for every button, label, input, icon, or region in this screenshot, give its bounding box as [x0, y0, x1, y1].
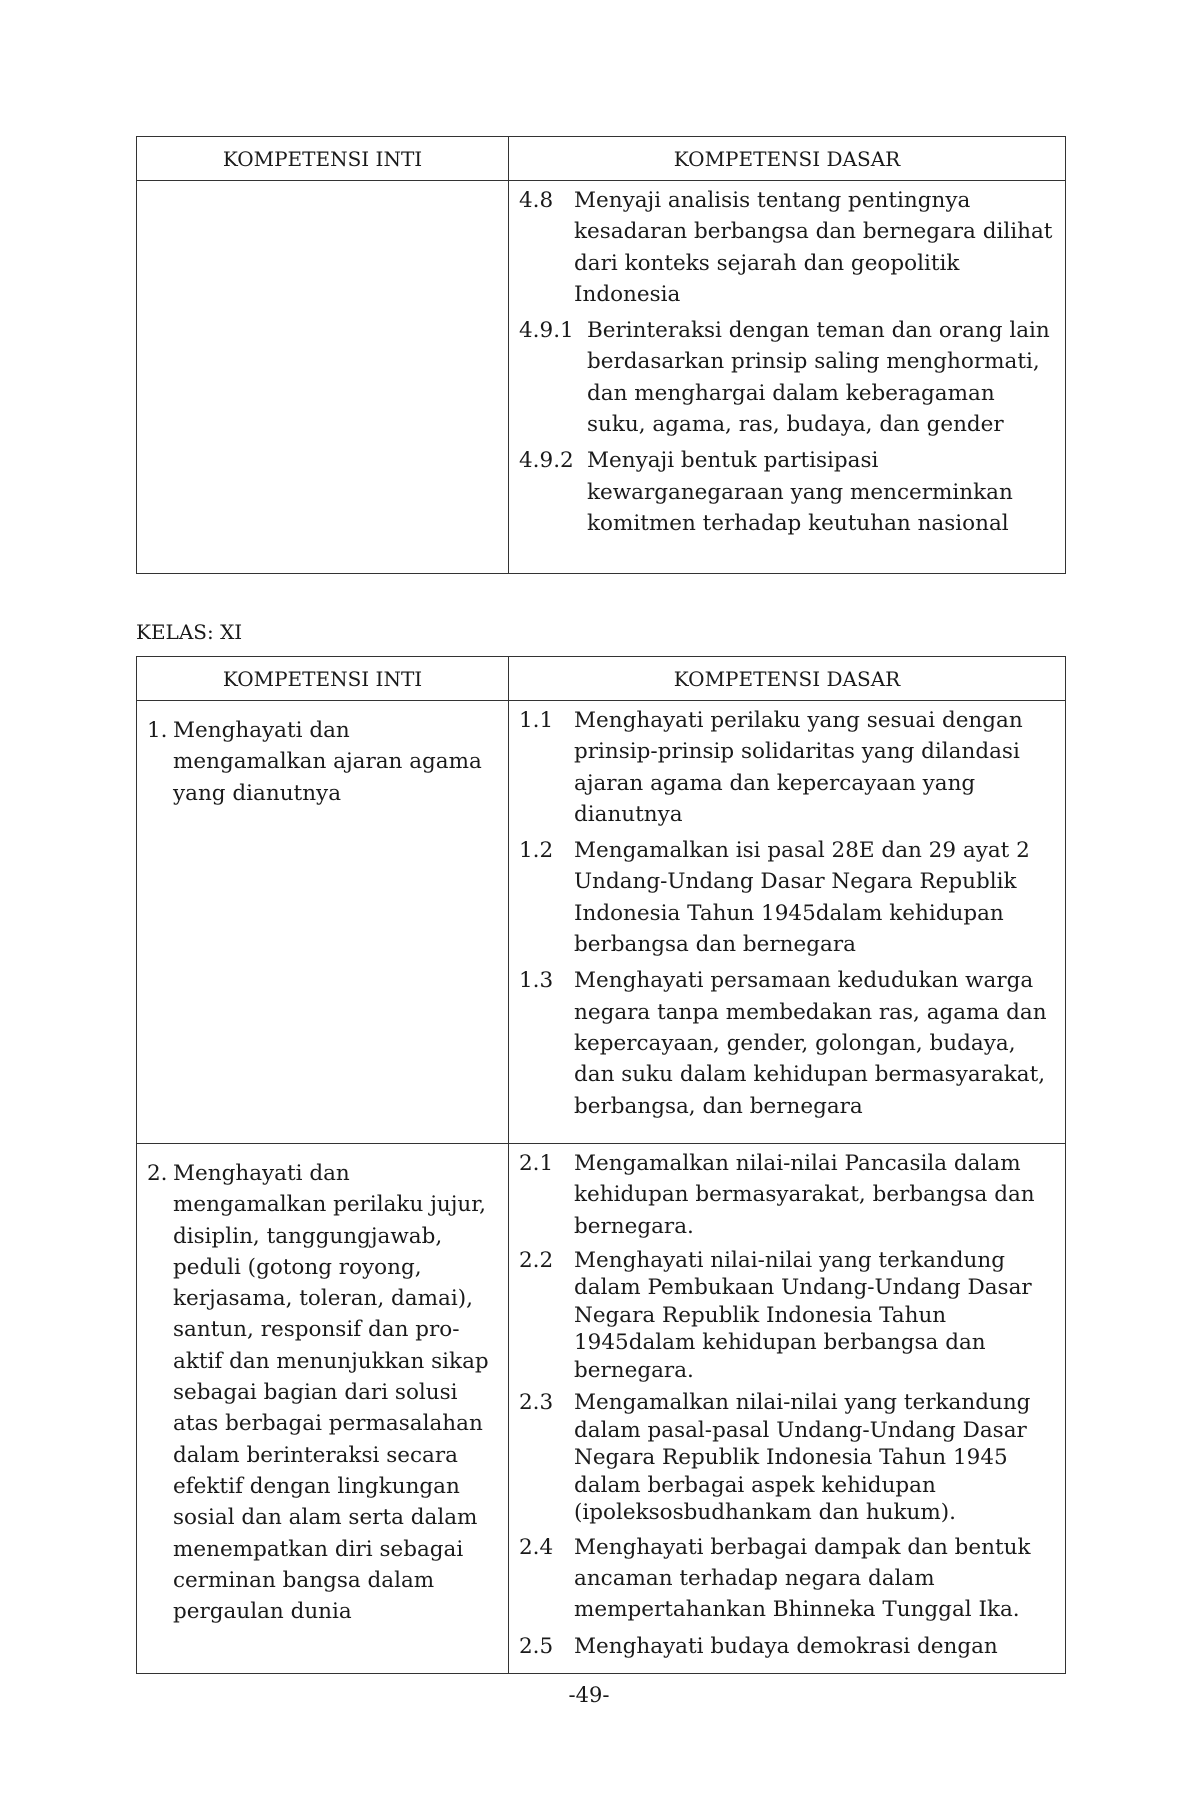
- table-header-row: [137, 657, 1066, 701]
- kd-text: Menghayati perilaku yang sesuai dengan prinsip-prinsip solidaritas yang dilandasi ajaran agama dan kepercayaan yang dianutnya: [574, 708, 1023, 827]
- kd-item: [519, 1148, 1057, 1242]
- kd-item: [519, 1532, 1057, 1626]
- ki-item: [147, 715, 500, 809]
- ki-cell-empty: [137, 181, 509, 574]
- kd-text: Mengamalkan nilai-nilai Pancasila dalam kehidupan bermasyarakat, berbangsa dan bernegara.: [574, 1151, 1035, 1239]
- kd-number: 2.2: [519, 1247, 554, 1273]
- kd-cell: [509, 181, 1066, 574]
- header-kompetensi-inti: KOMPETENSI INTI: [137, 137, 509, 181]
- table-row: [137, 701, 1066, 1144]
- kd-item: [519, 1247, 1057, 1385]
- kd-item: [519, 1389, 1057, 1527]
- page-number: -49-: [568, 1683, 610, 1707]
- table-row: [137, 181, 1066, 574]
- ki-text: Menghayati dan mengamalkan ajaran agama yang dianutnya: [173, 718, 482, 806]
- kd-number: 2.1: [519, 1151, 554, 1176]
- kd-item: [519, 835, 1057, 960]
- ki-number: 2.: [147, 1161, 168, 1186]
- kd-text: Mengamalkan nilai-nilai yang terkandung dalam pasal-pasal Undang-Undang Dasar Negara Republik Indonesia Tahun 1945 dalam berbagai aspek kehidupan (ipoleksosbudhankam dan hukum).: [574, 1390, 1031, 1526]
- kd-cell: [509, 1144, 1066, 1674]
- kd-text: Menyaji bentuk partisipasi kewarganegaraan yang mencerminkan komitmen terhadap keutuhan nasional: [587, 448, 1013, 536]
- ki-cell: [137, 701, 509, 1144]
- kd-item: [519, 1631, 1057, 1662]
- kd-number: 4.9.2: [519, 448, 574, 474]
- kd-text: Mengamalkan isi pasal 28E dan 29 ayat 2 Undang-Undang Dasar Negara Republik Indonesia Tahun 1945dalam kehidupan berbangsa dan bernegara: [574, 838, 1030, 958]
- kd-text: Menyaji analisis tentang pentingnya kesadaran berbangsa dan bernegara dilihat dari konteks sejarah dan geopolitik Indonesia: [574, 188, 1053, 307]
- kd-number: 2.5: [519, 1633, 554, 1659]
- kd-number: 4.9.1: [519, 318, 574, 344]
- competency-table-kelas-xi: [136, 656, 1066, 1674]
- kd-number: 1.2: [519, 838, 554, 864]
- kd-item: [519, 965, 1057, 1121]
- header-kompetensi-dasar: KOMPETENSI DASAR: [509, 137, 1066, 181]
- kd-item: [519, 315, 1057, 440]
- table-header-row: [137, 137, 1066, 181]
- kd-number: 1.1: [519, 708, 554, 733]
- header-kompetensi-inti: KOMPETENSI INTI: [137, 657, 509, 701]
- kelas-label: KELAS: XI: [136, 620, 243, 644]
- ki-text: Menghayati dan mengamalkan perilaku jujur, disiplin, tanggungjawab, peduli (gotong royong, kerjasama, toleran, damai), santun, responsif dan pro-aktif dan menunjukkan sikap sebagai bagian dari solusi atas berbagai permasalahan dalam berinteraksi secara efektif dengan lingkungan sosial dan alam serta dalam menempatkan diri sebagai cerminan bangsa dalam pergaulan dunia: [173, 1161, 489, 1625]
- kd-item: [519, 185, 1057, 310]
- kd-number: 4.8: [519, 188, 554, 213]
- kd-number: 2.4: [519, 1534, 554, 1560]
- competency-table-continued: [136, 136, 1066, 574]
- kd-item: [519, 445, 1057, 539]
- kd-text: Menghayati budaya demokrasi dengan: [574, 1633, 998, 1659]
- ki-cell: [137, 1144, 509, 1674]
- kd-number: 1.3: [519, 968, 554, 994]
- header-kompetensi-dasar: KOMPETENSI DASAR: [509, 657, 1066, 701]
- ki-number: 1.: [147, 718, 168, 743]
- kd-text: Berinteraksi dengan teman dan orang lain berdasarkan prinsip saling menghormati, dan menghargai dalam keberagaman suku, agama, ras, budaya, dan gender: [587, 318, 1050, 438]
- kd-number: 2.3: [519, 1390, 554, 1416]
- kd-item: [519, 705, 1057, 830]
- kd-text: Menghayati persamaan kedudukan warga negara tanpa membedakan ras, agama dan kepercayaan, gender, golongan, budaya, dan suku dalam kehidupan bermasyarakat, berbangsa, dan bernegara: [574, 968, 1047, 1119]
- table-row: [137, 1144, 1066, 1674]
- ki-item: [147, 1158, 500, 1627]
- kd-cell: [509, 701, 1066, 1144]
- kd-text: Menghayati nilai-nilai yang terkandung dalam Pembukaan Undang-Undang Dasar Negara Republik Indonesia Tahun 1945dalam kehidupan berbangsa dan bernegara.: [574, 1247, 1032, 1383]
- kd-text: Menghayati berbagai dampak dan bentuk ancaman terhadap negara dalam mempertahankan Bhinneka Tunggal Ika.: [574, 1534, 1031, 1623]
